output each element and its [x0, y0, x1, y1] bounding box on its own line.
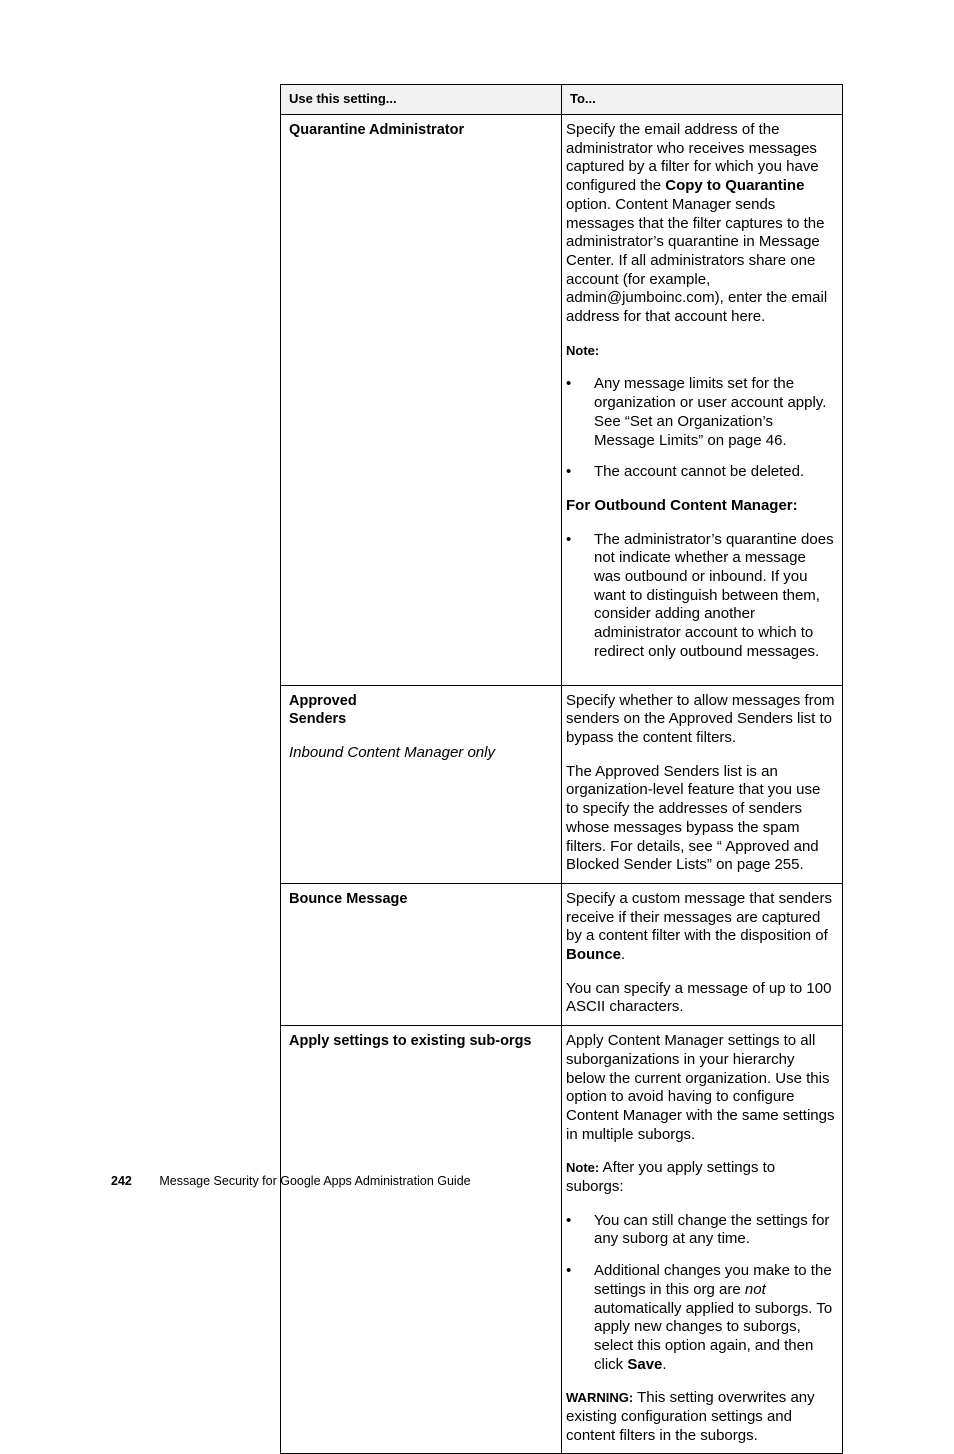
description-paragraph: The Approved Senders list is an organization-level feature that you use to specify the addresses of senders whose messages bypass the spam filters. For details, see “ Approved and Blocked Sender Lists” on page 255. — [566, 762, 821, 874]
setting-qualifier: Inbound Content Manager only — [289, 743, 495, 761]
header-use-this-setting: Use this setting... — [281, 85, 562, 115]
bullet-list — [566, 375, 836, 482]
description-paragraph: Specify the email address of the administrator who receives messages captured by a filter for which you have configured the Copy to Quarantine option. Content Manager sends messages that the filter captures to the administrator’s quarantine in Message Center. If all administrators share one account (for example, admin@jumboinc.com), enter the email address for that account here. — [566, 121, 828, 326]
setting-name: Quarantine Administrator — [289, 122, 465, 138]
table-row — [281, 1026, 843, 1454]
warning-paragraph: WARNING: This setting overwrites any existing configuration settings and content filters in the suborgs. — [566, 1389, 815, 1444]
bullet-list — [566, 1212, 836, 1375]
bullet-list — [566, 531, 836, 662]
page-number: 242 — [111, 1174, 132, 1188]
table-header-row — [281, 85, 843, 115]
list-item: • You can still change the settings for any suborg at any time. — [566, 1211, 830, 1248]
table-row — [281, 685, 843, 883]
description-paragraph: Specify a custom message that senders receive if their messages are captured by a content filter with the disposition of Bounce. — [566, 889, 832, 964]
settings-table — [280, 84, 843, 1454]
setting-name: Apply settings to existing sub-orgs — [289, 1033, 532, 1050]
note-paragraph: Note: After you apply settings to suborgs: — [566, 1159, 776, 1196]
header-to: To... — [562, 85, 843, 115]
page-footer — [111, 1174, 471, 1188]
list-item: • Additional changes you make to the settings in this org are not automatically applied to suborgs. To apply new changes to suborgs, select this option again, and then click Save. — [566, 1262, 833, 1373]
setting-name: Approved Senders — [289, 692, 357, 727]
subheading: For Outbound Content Manager: — [566, 496, 798, 514]
table-row — [281, 883, 843, 1025]
table-row — [281, 115, 843, 686]
list-item: • The account cannot be deleted. — [566, 463, 805, 481]
description-paragraph: Specify whether to allow messages from senders on the Approved Senders list to bypass the content filters. — [566, 691, 835, 746]
document-title: Message Security for Google Apps Administration Guide — [159, 1174, 471, 1188]
note-label: Note: — [566, 342, 600, 358]
list-item: • Any message limits set for the organization or user account apply. See “Set an Organization’s Message Limits” on page 46. — [566, 375, 827, 449]
list-item: • The administrator’s quarantine does not indicate whether a message was outbound or inbound. If you want to distinguish between them, consider adding another administrator account to which to redirect only outbound messages. — [566, 530, 834, 660]
setting-name: Bounce Message — [289, 890, 408, 907]
description-paragraph: Apply Content Manager settings to all suborganizations in your hierarchy below the current organization. Use this option to avoid having to configure Content Manager with the same settings in multiple suborgs. — [566, 1032, 835, 1143]
description-paragraph: You can specify a message of up to 100 ASCII characters. — [566, 979, 832, 1016]
